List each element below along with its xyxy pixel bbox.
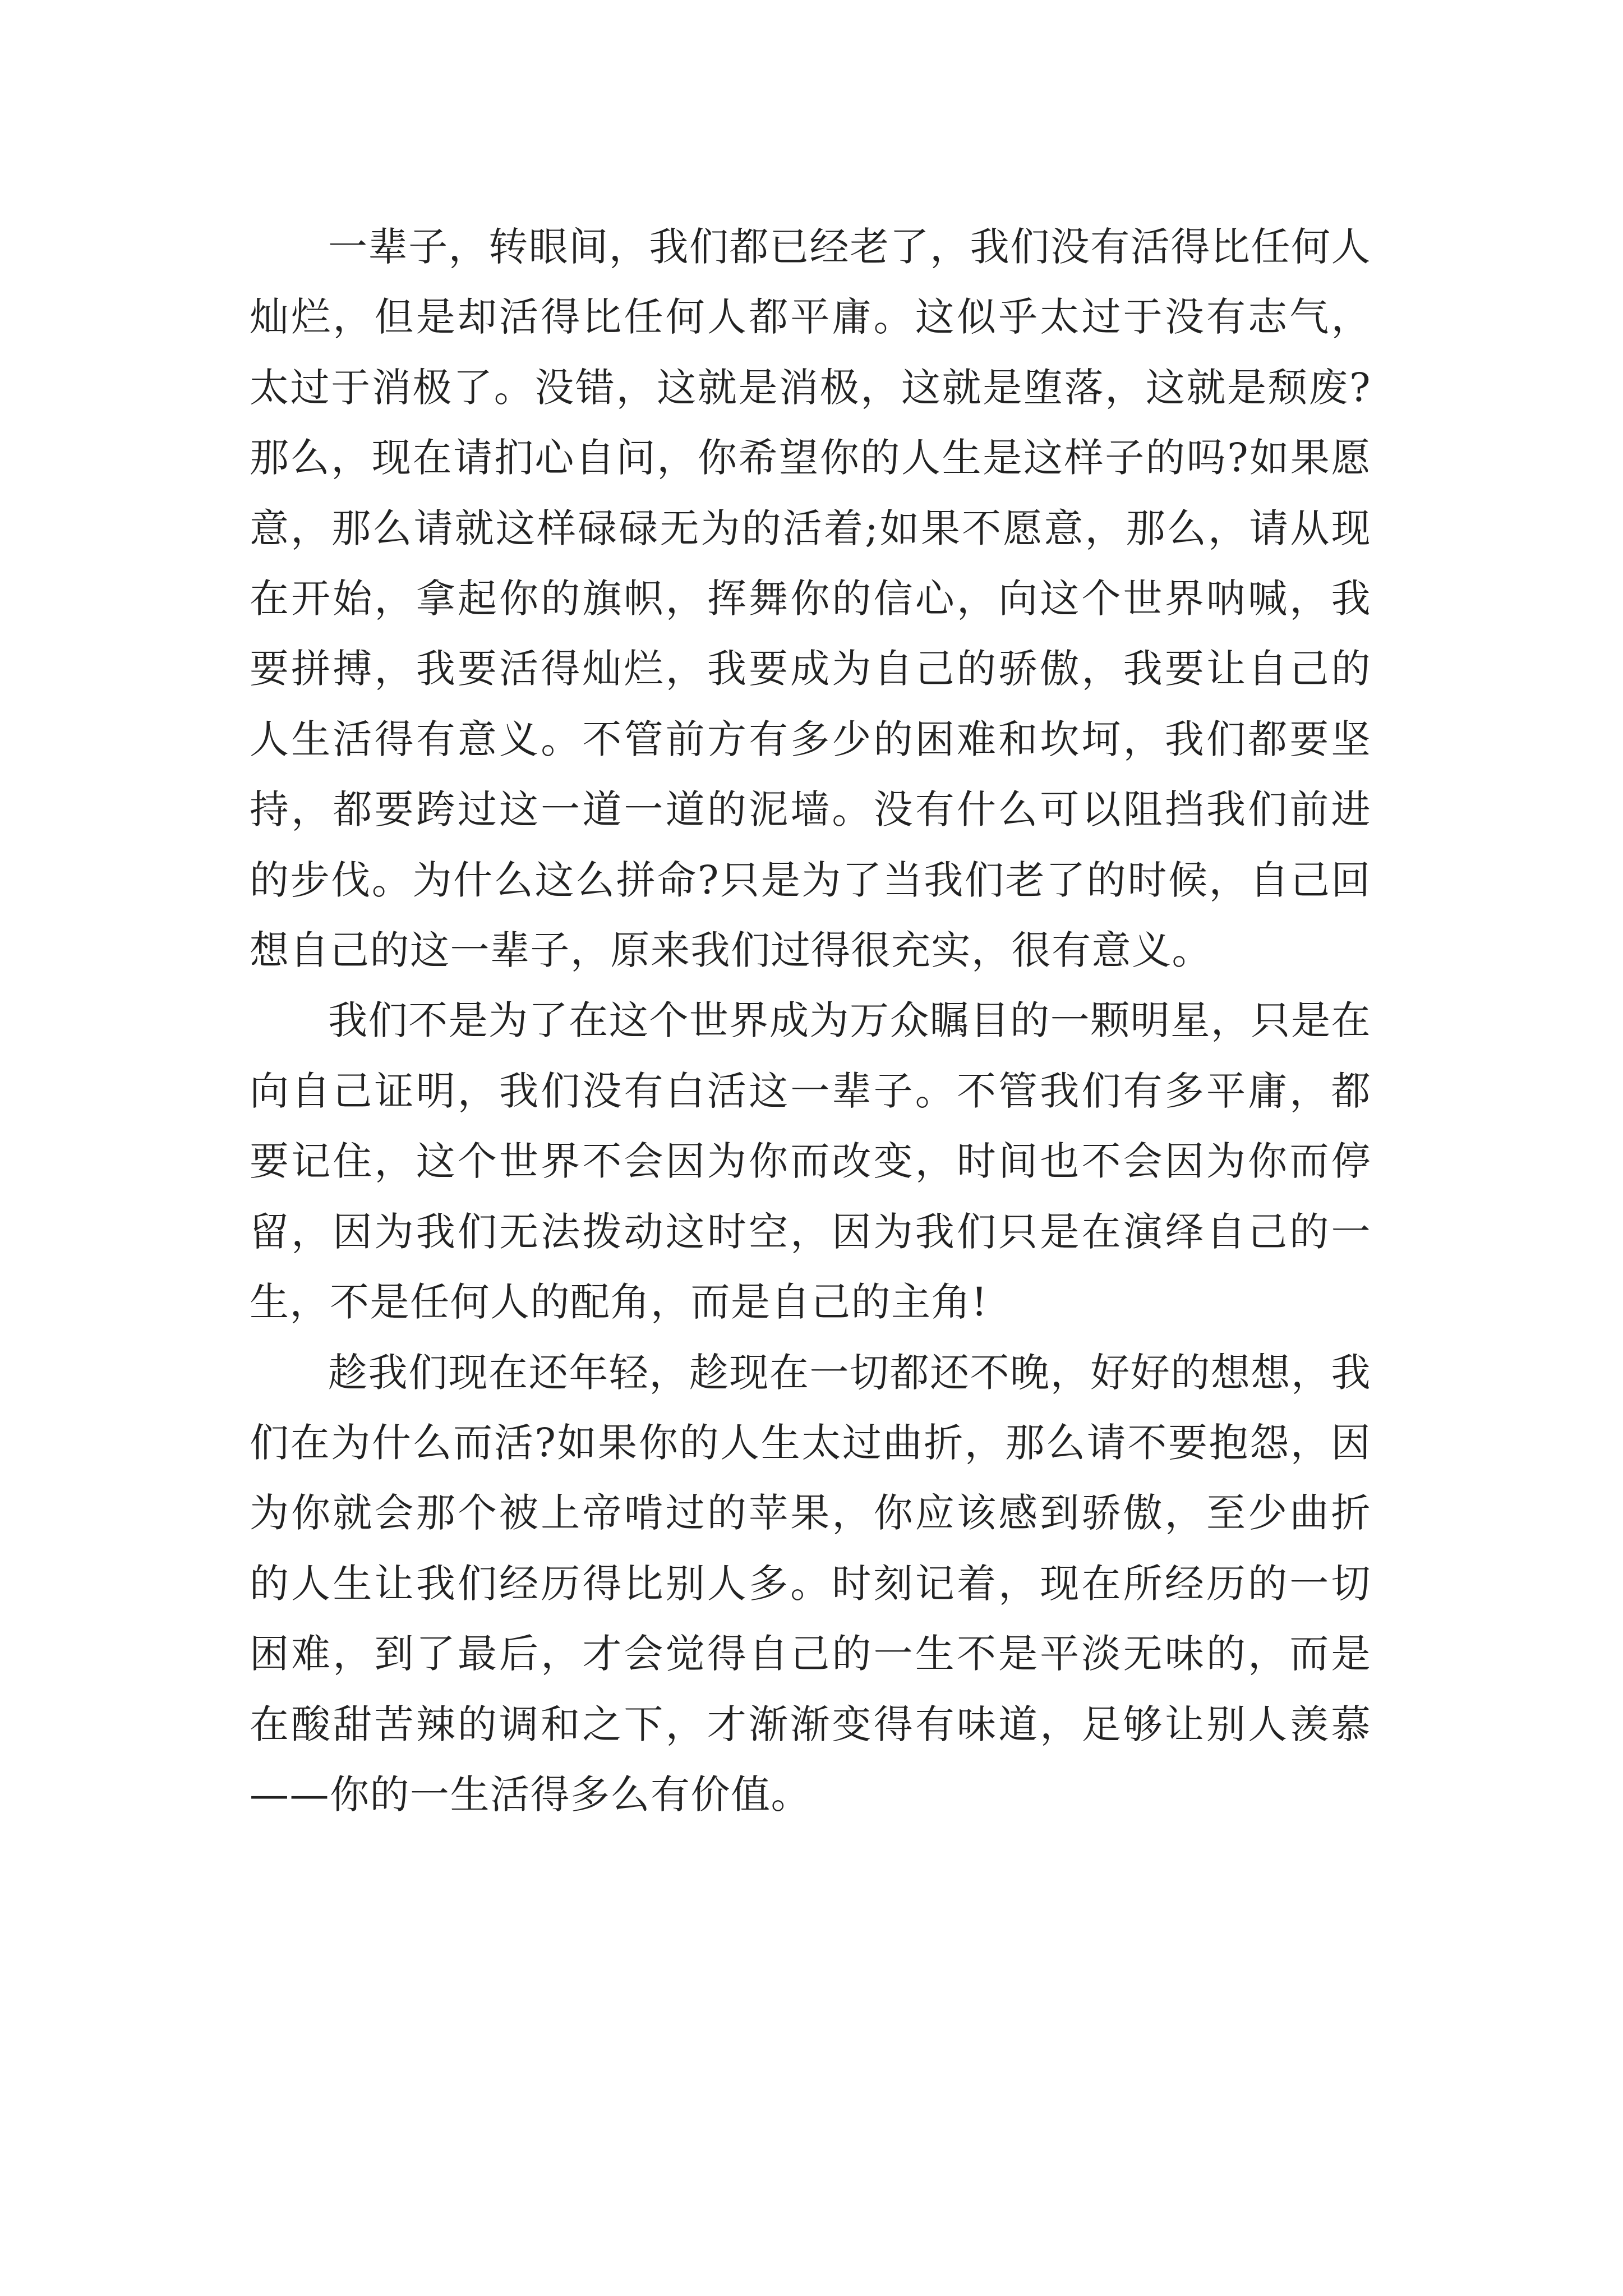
paragraph-1: 一辈子，转眼间，我们都已经老了，我们没有活得比任何人灿烂，但是却活得比任何人都平庸。这似乎太过于没有志气，太过于消极了。没错，这就是消极，这就是堕落，这就是颓废?那么，现在请扪心自问，你希望你的人生是这样子的吗?如果愿意，那么请就这样碌碌无为的活着;如果不愿意，那么，请从现在开始，拿起你的旗帜，挥舞你的信心，向这个世界呐喊，我要拼搏，我要活得灿烂，我要成为自己的骄傲，我要让自己的人生活得有意义。不管前方有多少的困难和坎坷，我们都要坚持，都要跨过这一道一道的泥墙。没有什么可以阻挡我们前进的步伐。为什么这么拼命?只是为了当我们老了的时候，自己回想自己的这一辈子，原来我们过得很充实，很有意义。 [250, 224, 1371, 974]
paragraph-2: 我们不是为了在这个世界成为万众瞩目的一颗明星，只是在向自己证明，我们没有白活这一辈子。不管我们有多平庸，都要记住，这个世界不会因为你而改变，时间也不会因为你而停留，因为我们无法拨动这时空，因为我们只是在演绎自己的一生，不是任何人的配角，而是自己的主角! [250, 997, 1371, 1326]
paragraph-3: 趁我们现在还年轻，趁现在一切都还不晚，好好的想想，我们在为什么而活?如果你的人生太过曲折，那么请不要抱怨，因为你就会那个被上帝啃过的苹果，你应该感到骄傲，至少曲折的人生让我们经历得比别人多。时刻记着，现在所经历的一切困难，到了最后，才会觉得自己的一生不是平淡无味的，而是在酸甜苦辣的调和之下，才渐渐变得有味道，足够让别人羡慕——你的一生活得多么有价值。 [250, 1349, 1371, 1818]
document-body [250, 212, 1371, 1830]
